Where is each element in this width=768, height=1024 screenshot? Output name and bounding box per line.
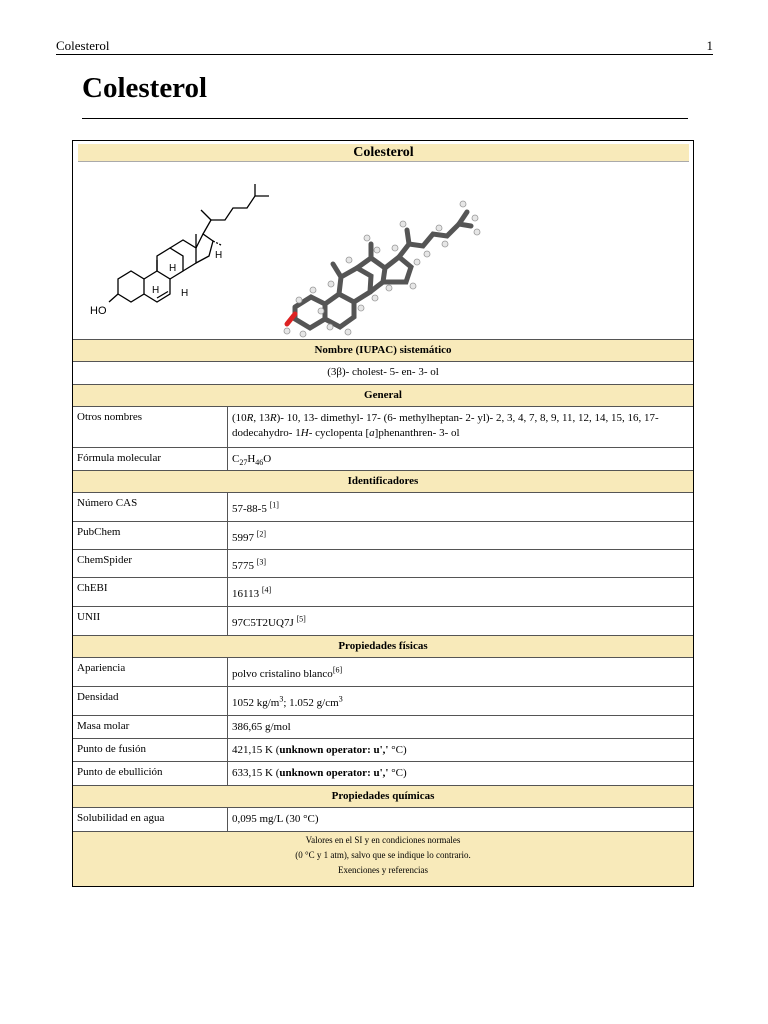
ho-label: HO	[90, 305, 107, 317]
identifier-label: Número CAS	[73, 493, 228, 521]
identifier-value: 16113 [4]	[232, 585, 272, 600]
identifier-label: ChemSpider	[73, 550, 228, 577]
ball-and-stick-model-image	[284, 201, 480, 337]
identifier-label: PubChem	[73, 522, 228, 549]
reference-link[interactable]: [2]	[256, 529, 267, 539]
identifier-row	[73, 607, 693, 636]
fisicas-header	[73, 636, 693, 658]
punto-fusion-value: 421,15 K (unknown operator: u',' °C)	[232, 744, 407, 756]
densidad-row	[73, 687, 693, 716]
running-header	[56, 38, 713, 55]
punto-fusion-label: Punto de fusión	[73, 739, 228, 761]
exenciones-link[interactable]: Exenciones y referencias	[338, 865, 428, 875]
h-label-3: H	[181, 288, 189, 299]
apariencia-label: Apariencia	[73, 658, 228, 686]
general-header-text: General	[364, 389, 402, 401]
identifier-value: 97C5T2UQ7J [5]	[232, 614, 306, 629]
general-header	[73, 385, 693, 407]
identifier-row	[73, 493, 693, 522]
fisicas-header-text: Propiedades físicas	[338, 640, 428, 652]
identifier-value: 5997 [2]	[232, 529, 267, 544]
reference-link[interactable]: [6]	[332, 665, 343, 675]
punto-ebullicion-label: Punto de ebullición	[73, 762, 228, 785]
punto-ebullicion-row	[73, 762, 693, 786]
reference-link[interactable]: [5]	[296, 614, 306, 624]
infobox-title: Colesterol	[78, 144, 689, 162]
iupac-name-row	[73, 362, 693, 385]
title-divider	[82, 118, 688, 119]
reference-link[interactable]: [1]	[269, 500, 279, 510]
structure-svg	[73, 164, 693, 340]
identifier-label: UNII	[73, 607, 228, 635]
h-label-2: H	[152, 285, 160, 296]
solubilidad-value: 0,095 mg/L (30 °C)	[232, 813, 319, 825]
punto-ebullicion-value: 633,15 K (unknown operator: u',' °C)	[232, 767, 407, 779]
solubilidad-label: Solubilidad en agua	[73, 808, 228, 831]
page-title: Colesterol	[82, 72, 208, 104]
otros-nombres-label: Otros nombres	[73, 407, 228, 447]
infobox	[72, 140, 694, 887]
identifier-row	[73, 578, 693, 607]
identifier-row	[73, 522, 693, 550]
footer-line-1: Valores en el SI y en condiciones normales	[305, 835, 461, 845]
identifier-value: 5775 [3]	[232, 557, 267, 572]
identifier-row	[73, 550, 693, 578]
identificadores-header-text: Identificadores	[347, 475, 419, 487]
quimicas-header	[73, 786, 693, 808]
densidad-label: Densidad	[73, 687, 228, 715]
footer-line-2: (0 °C y 1 atm), salvo que se indique lo contrario.	[295, 850, 471, 860]
solubilidad-row	[73, 808, 693, 832]
page-number: 1	[706, 38, 713, 53]
formula-row	[73, 448, 693, 471]
iupac-header	[73, 340, 693, 362]
identifier-label: ChEBI	[73, 578, 228, 606]
masa-molar-row	[73, 716, 693, 739]
running-header-title: Colesterol	[56, 38, 110, 53]
densidad-value: 1052 $kg/m^3$; 1.052 $g/cm^3$	[232, 694, 343, 709]
quimicas-header-text: Propiedades químicas	[331, 790, 435, 802]
reference-link[interactable]: [3]	[256, 557, 267, 567]
formula-value: $C_{27}H_{46}O$	[232, 453, 272, 468]
iupac-header-text: Nombre (IUPAC) sistemático	[314, 344, 452, 356]
masa-molar-label: Masa molar	[73, 716, 228, 738]
punto-fusion-row	[73, 739, 693, 762]
h-label-1: H	[169, 263, 177, 274]
infobox-footer	[73, 832, 693, 886]
otros-nombres-value: (10R, 13R)- 10, 13- dimethyl- 17- (6- methylheptan- 2- yl)- 2, 3, 4, 7, 8, 9, 11, 12, 14, 15, 16, 17- dodecahydro- 1H- cyclopenta [a]phenanthren- 3- ol	[232, 412, 659, 439]
skeletal-formula-image	[109, 184, 269, 302]
identifier-value: 57-88-5 [1]	[232, 500, 279, 515]
masa-molar-value: 386,65 g/mol	[232, 721, 291, 733]
apariencia-value: polvo cristalino blanco[6]	[232, 665, 343, 680]
structure-images-row	[73, 164, 693, 340]
apariencia-row	[73, 658, 693, 687]
reference-link[interactable]: [4]	[261, 585, 272, 595]
iupac-name: (3β)- cholest- 5- en- 3- ol	[327, 366, 439, 378]
h-label-4: H	[215, 250, 223, 261]
formula-label: Fórmula molecular	[73, 448, 228, 470]
identificadores-header	[73, 471, 693, 493]
otros-nombres-row	[73, 407, 693, 448]
